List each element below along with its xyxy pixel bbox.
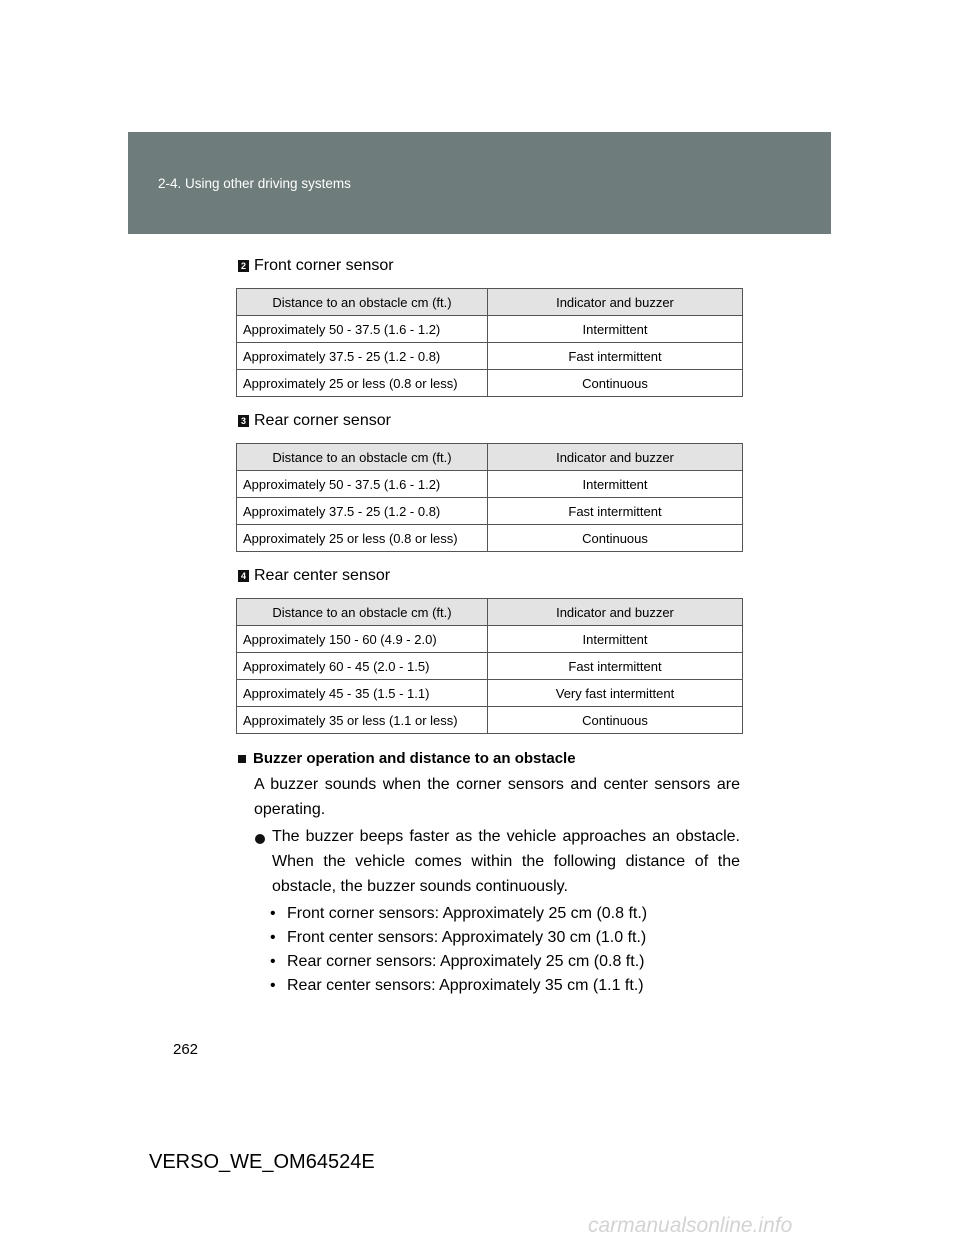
column-header: Indicator and buzzer — [488, 444, 743, 471]
bullet-icon: • — [270, 905, 276, 922]
section-title-rear-corner — [238, 412, 391, 430]
section-title-front-corner — [238, 257, 394, 275]
watermark: carmanualsonline.info — [588, 1214, 793, 1237]
section-title-text: Rear center sensor — [254, 567, 391, 584]
distance-cell: Approximately 50 - 37.5 (1.6 - 1.2) — [237, 471, 488, 498]
list-item-text: Rear corner sensors: Approximately 25 cm (0.8 ft.) — [287, 953, 645, 970]
table-row — [237, 680, 743, 707]
number-badge: 2 — [238, 260, 249, 272]
table-row — [237, 626, 743, 653]
buzzer-heading-text: Buzzer operation and distance to an obstacle — [253, 750, 576, 767]
bullet-icon: • — [270, 953, 276, 970]
distance-cell: Approximately 45 - 35 (1.5 - 1.1) — [237, 680, 488, 707]
bullet-icon: • — [270, 929, 276, 946]
square-bullet-icon — [238, 755, 246, 763]
buzzer-bullet-text: The buzzer beeps faster as the vehicle approaches an obstacle. When the vehicle comes within the following distance of the obstacle, the buzzer sounds continuously. — [272, 828, 740, 895]
table-header-row — [237, 599, 743, 626]
buzzer-intro: A buzzer sounds when the corner sensors and center sensors are operating. — [254, 776, 740, 818]
round-bullet-icon — [255, 834, 265, 844]
table-row — [237, 707, 743, 734]
list-item-text: Rear center sensors: Approximately 35 cm (1.1 ft.) — [287, 977, 644, 994]
table-row — [237, 525, 743, 552]
column-header: Indicator and buzzer — [488, 289, 743, 316]
bullet-icon: • — [270, 977, 276, 994]
list-item — [270, 902, 647, 926]
document-code: VERSO_WE_OM64524E — [149, 1151, 375, 1173]
table-row — [237, 343, 743, 370]
page-number: 262 — [173, 1041, 199, 1058]
column-header: Distance to an obstacle cm (ft.) — [237, 289, 488, 316]
front-corner-table — [236, 288, 743, 397]
indicator-cell: Fast intermittent — [488, 498, 743, 525]
table-row — [237, 370, 743, 397]
section-title-text: Front corner sensor — [254, 257, 394, 274]
distance-list — [270, 902, 647, 998]
indicator-cell: Fast intermittent — [488, 343, 743, 370]
table-row — [237, 471, 743, 498]
distance-cell: Approximately 37.5 - 25 (1.2 - 0.8) — [237, 343, 488, 370]
column-header: Distance to an obstacle cm (ft.) — [237, 599, 488, 626]
section-header: 2-4. Using other driving systems — [158, 176, 351, 191]
list-item — [270, 974, 647, 998]
list-item-text: Front center sensors: Approximately 30 cm (1.0 ft.) — [287, 929, 647, 946]
table-header-row — [237, 289, 743, 316]
distance-cell: Approximately 150 - 60 (4.9 - 2.0) — [237, 626, 488, 653]
list-item-text: Front corner sensors: Approximately 25 cm (0.8 ft.) — [287, 905, 648, 922]
table-row — [237, 498, 743, 525]
table-header-row — [237, 444, 743, 471]
section-title-rear-center — [238, 567, 390, 585]
table-row — [237, 653, 743, 680]
indicator-cell: Fast intermittent — [488, 653, 743, 680]
indicator-cell: Intermittent — [488, 471, 743, 498]
list-item — [270, 926, 647, 950]
indicator-cell: Continuous — [488, 370, 743, 397]
indicator-cell: Very fast intermittent — [488, 680, 743, 707]
number-badge: 4 — [238, 570, 249, 582]
number-badge: 3 — [238, 415, 249, 427]
buzzer-heading — [238, 750, 576, 767]
distance-cell: Approximately 37.5 - 25 (1.2 - 0.8) — [237, 498, 488, 525]
indicator-cell: Intermittent — [488, 316, 743, 343]
rear-center-table — [236, 598, 743, 734]
indicator-cell: Intermittent — [488, 626, 743, 653]
distance-cell: Approximately 60 - 45 (2.0 - 1.5) — [237, 653, 488, 680]
rear-corner-table — [236, 443, 743, 552]
distance-cell: Approximately 50 - 37.5 (1.6 - 1.2) — [237, 316, 488, 343]
column-header: Distance to an obstacle cm (ft.) — [237, 444, 488, 471]
distance-cell: Approximately 25 or less (0.8 or less) — [237, 370, 488, 397]
column-header: Indicator and buzzer — [488, 599, 743, 626]
distance-cell: Approximately 35 or less (1.1 or less) — [237, 707, 488, 734]
indicator-cell: Continuous — [488, 707, 743, 734]
distance-cell: Approximately 25 or less (0.8 or less) — [237, 525, 488, 552]
list-item — [270, 950, 647, 974]
indicator-cell: Continuous — [488, 525, 743, 552]
section-title-text: Rear corner sensor — [254, 412, 391, 429]
table-row — [237, 316, 743, 343]
